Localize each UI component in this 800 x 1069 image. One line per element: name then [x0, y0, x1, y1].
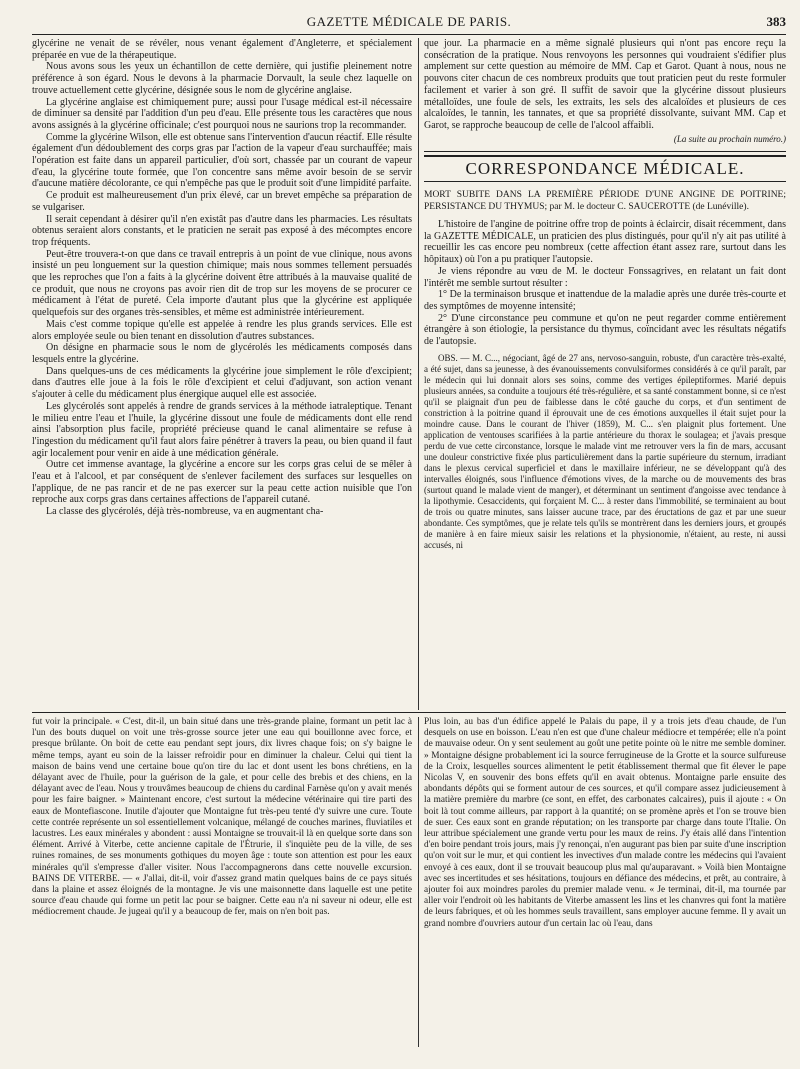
column-divider — [418, 38, 419, 710]
feuilleton-rule — [32, 712, 786, 713]
column-1 — [32, 38, 412, 705]
column-divider — [418, 717, 419, 1047]
paragraph: glycérine ne venait de se révéler, nous venant également d'Angleterre, et spécialement préparée en vue de la thérapeutique. — [32, 38, 412, 61]
paragraph: Il serait cependant à désirer qu'il n'en existât pas d'autre dans les pharmacies. Les résultats obtenus seraient alors constants, et le praticien ne serait pas exposé à des mécomptes encore trop fréquents. — [32, 213, 412, 248]
paragraph: Je viens répondre au vœu de M. le docteur Fonssagrives, en relatant un fait dont l'intérêt me semble surtout résulter : — [424, 265, 786, 289]
column-3 — [32, 717, 412, 1047]
paragraph: 1° De la terminaison brusque et inattendue de la maladie après une durée très-courte et des symptômes de moyenne intensité; — [424, 289, 786, 312]
paragraph: On désigne en pharmacie sous le nom de glycérolés les médicaments composés dans lesquels entre la glycérine. — [32, 342, 412, 365]
page-header — [32, 12, 786, 35]
paragraph: fut voir la principale. « C'est, dit-il, un bain situé dans une très-grande plaine, formant un petit lac à l'un des bouts duquel on voit une très-grosse source jeter une eau qui bouillonne avec force, et presque brûlante. On boit de cette eau pendant sept jours, dix livres chaque fois; on s'y baigne le même temps, ayant eu soin de la laisser refroidir pour en diminuer la chaleur. Celui qui tient la maison de bains vend une certaine boue qu'on tire du lac et dont usent les bons chrétiens, en la délayant avec de l'huile, pour la guérison de la gale, et pour celle des brebis et des chiens, en la délayant avec de l'eau. Nous y trouvâmes beaucoup de chiens du cardinal Farnèse qu'on y avait menés pour les faire baigner. » Maintenant encore, c'est surtout la médecine vétérinaire qui tire parti des eaux de Montefiascone. Inutile d'ajouter que Montaigne fut très-peu tenté d'y suivre une cure. Toute cette contrée représente un sol essentiellement volcanique, mélangé de couches marines, fluviatiles et lacustres. Les eaux minérales y abondent : aussi Montaigne se trouvait-il là en quelque sorte dans son élément. Arrivé à Viterbe, cette ancienne capitale de l'Étrurie, il s'inquiète peu de la ville, de ses ruines romaines, de ses monuments gothiques du moyen âge : toute son attention est pour les eaux minérales qu'il s'empresse d'aller visiter. Nous l'accompagnerons dans cette nouvelle excursion. BAINS DE VITERBE. — « J'allai, dit-il, voir d'assez grand matin quelques bains de ce pays situés dans la plaine et assez éloignés de la montagne. Je vis une maisonnette dans laquelle est une petite source d'eau chaude qui forme un petit lac pour se baigner. Cette eau n'a ni saveur ni odeur, elle est médiocrement chaude. Je jugeai qu'il y a beaucoup de fer, mais on n'en boit pas. — [32, 717, 412, 918]
column-4 — [424, 717, 786, 1047]
paragraph: La classe des glycérolés, déjà très-nombreuse, va en augmentant cha- — [46, 506, 324, 518]
continuation-note: (La suite au prochain numéro.) — [673, 133, 786, 144]
paragraph: Dans quelques-uns de ces médicaments la glycérine joue simplement le rôle d'excipient; dans d'autres elle joue à la fois le rôle d'excipient et celui d'adjuvant, son action venant s'ajouter à celle du médicament plus énergique auquel elle est associée. — [32, 365, 412, 401]
column-2 — [424, 38, 786, 705]
paragraph: Nous avons sous les yeux un échantillon de cette dernière, qui justifie pleinement notre préférence à son égard. Nous le devons à la pharmacie Dorvault, la seule chez laquelle on trouve actuellement cette glycérine, désignée sous le nom de glycérine anglaise. — [32, 61, 412, 96]
paragraph: Ce produit est malheureusement d'un prix élevé, car un brevet empêche sa préparation de se vulgariser. — [32, 190, 412, 213]
paragraph: Comme la glycérine Wilson, elle est obtenue sans l'intervention d'aucun réactif. Elle résulte également d'un dédoublement des corps gras par l'action de la vapeur d'eau surchauffée; mais l'opération est faite dans un appareil particulier, d'où sort, chassée par un courant de vapeur d'eau, la glycérine toute formée, que l'on concentre sans même avoir besoin de se servir d'aucune matière décolorante, ce qui n'empêche pas que le produit soit d'une limpidité parfaite. — [32, 131, 412, 190]
paragraph: Mais c'est comme topique qu'elle est appelée à rendre les plus grands services. Elle est alors employée seule ou bien tenant en dissolution d'autres substances. — [32, 318, 412, 342]
paragraph: Peut-être trouvera-t-on que dans ce travail entrepris à un point de vue clinique, nous avons insisté un peu longuement sur la question chimique; mais nous sommes tellement persuadés que les reproches que l'on a faits à la glycérine doivent être attribués à la mauvaise qualité de ce produit, que nous ne croyons pas avoir rien dit de trop sur les moyens de se procurer ce médicament à l'état de pureté. Cela importe d'autant plus que la glycérine est appliquée quelquefois sur des organes très-sensibles, et même est administrée intérieurement. — [32, 248, 412, 319]
section-title: CORRESPONDANCE MÉDICALE. — [424, 156, 786, 182]
paragraph: Plus loin, au bas d'un édifice appelé le Palais du pape, il y a trois jets d'eau chaude, de l'un desquels on use en boisson. L'eau n'en est que d'une chaleur médiocre et tempérée; elle n'a point de mauvaise odeur. On y sent seulement au goût une petite pointe où le nitre me semble dominer. » Montaigne désigne probablement ici la source ferrugineuse de la Grotte et la source sulfureuse de la Croix, lesquelles sources alimentent le petit établissement thermal que fit élever le pape Nicolas V, en souvenir des bons effets qu'il en avait obtenus. Montaigne parle ensuite des abondants dépôts qui se forment autour de ces sources, et qu'il compare assez judicieusement à la matière première du marbre (ce sont, en effet, des carbonates calcaires), puis il ajoute : « On boit là tout comme ailleurs, par rapport à la quantité; on se promène après et l'on se trouve bien de suer. Ces eaux sont en grande réputation; on les transporte par charge dans toute l'Italie. On leur attribue spécialement une grande vertu pour les maux de reins. J'y étais allé dans l'intention d'en boire pendant trois jours, mais j'y renonçai, n'en augurant pas bien par suite d'une inscription qu'on voit sur le mur, et qui contient les invectives d'un malade contre les médecins qui l'avaient envoyé à ces eaux, dont il se trouvait beaucoup plus mal qu'auparavant. » Voilà bien Montaigne avec ses incertitudes et ses hésitations, toujours en défiance des médecins, et prêt, au contraire, à ajouter foi aux moindres paroles du premier malade venu. « Je terminai, dit-il, ma tournée par aller voir l'endroit où les habitants de Viterbe amassent les lins et les chanvres qui font la matière de leurs fabriques, et où les hommes seuls travaillent, sans employer aucune femme. Il y avait un grand nombre d'ouvriers autour d'un certain lac où l'eau, dans — [424, 717, 786, 929]
paragraph: Les glycérolés sont appelés à rendre de grands services à la méthode iatraleptique. Tenant le milieu entre l'eau et l'huile, la glycérine dissout une foule de médicaments dont elle rend ainsi l'absorption plus facile, propriété précieuse quand le canal alimentaire se refuse à l'ingestion du médicament qu'il faut alors faire pénétrer à travers la peau, ou bien quand il faut agir localement pour venir en aide à une médication générale. — [32, 400, 412, 459]
paragraph: Outre cet immense avantage, la glycérine a encore sur les corps gras celui de se mêler à l'eau et à l'alcool, et par conséquent de s'enlever facilement des surfaces sur lesquelles on l'applique, de ne pas rancir et de ne pas exercer sur la peau cette action nuisible que l'on reproche aux corps gras dans certaines affections de l'appareil cutané. — [32, 459, 412, 506]
paragraph: La glycérine anglaise est chimiquement pure; aussi pour l'usage médical est-il nécessaire de diminuer sa densité par l'addition d'un peu d'eau. Elle présente tous les caractères que nous avons assignés à la glycérine officinale; c'est pourquoi nous ne saurions trop la recommander. — [32, 96, 412, 131]
observation-paragraph: OBS. — M. C..., négociant, âgé de 27 ans, nervoso-sanguin, robuste, d'un caractère très-exalté, a été sujet, dans sa jeunesse, à des évanouissements convulsiformes considérés à ce qu'il paraît, par le médecin qui lui donnait alors ses soins, comme des vertiges épileptiformes. Marié depuis plusieurs années, sa conduite a toujours été très-régulière, et sa santé constamment bonne, si ce n'est qu'il se plaignait d'un peu de faiblesse dans le côté gauche du corps, et d'un sentiment de constriction à la poitrine quand il éprouvait une de ces émotions auxquelles il était sujet pour la moindre cause. Dans le courant de l'hiver (1859), M. C... s'en plaignit plus fortement. Une application de ventouses scarifiées à la partie antérieure du thorax le soulagea; et j'avais presque perdu de vue cette circonstance, lorsque le malade vint me retrouver vers la fin de mars, accusant une douleur constrictive fixée plus particulièrement dans la partie supérieure du sternum, irradiant dans le plexus cervical superficiel et dans le maxillaire inférieur, ne se développant qu'à des intervalles éloignés, sous l'influence d'émotions vives, de la marche ou de mouvements des bras (surtout quand le malade vient de manger), et déterminant un sentiment d'angoisse avec tendance à la lipothymie. Cesaccidents, qui forçaient M. C... à rester dans l'immobilité, se terminaient au bout de trois ou quatre minutes, sans laisser aucune trace, par des éructations de gaz et par une sueur abondante. Ces symptômes, que je relate tels qu'ils se montrèrent dans les derniers jours, et groupés de manière à en faire mieux saisir les relations et la physionomie, n'étaient, au reste, ni aussi accusés, ni — [424, 352, 786, 550]
paragraph: 2° D'une circonstance peu commune et qu'on ne peut regarder comme entièrement étrangère à son étiologie, la persistance du thymus, coïncidant avec les résultats négatifs de l'autopsie. — [424, 312, 786, 348]
article-heading: MORT SUBITE DANS LA PREMIÈRE PÉRIODE D'UNE ANGINE DE POITRINE; PERSISTANCE DU THYMUS; par M. le docteur C. SAUCEROTTE (de Lunéville). — [424, 190, 786, 212]
page-number: 383 — [766, 14, 786, 29]
paragraph: L'histoire de l'angine de poitrine offre trop de points à éclaircir, disait récemment, dans la GAZETTE MÉDICALE, un praticien des plus distingués, pour qu'il n'y ait pas utilité à recueillir les cas encore peu nombreux (cette affection étant assez rare, surtout dans les hôpitaux) où l'on a pu pratiquer l'autopsie. — [424, 219, 786, 266]
journal-title: GAZETTE MÉDICALE DE PARIS. — [306, 14, 512, 29]
paragraph: que jour. La pharmacie en a même signalé plusieurs qui n'ont pas encore reçu la consécration de la pratique. Nous renvoyons les personnes qui voudraient s'édifier plus amplement sur cette question au mémoire de MM. Cap et Garot. Quant à nous, nous ne pouvons citer chacun de ces nombreux produits que tout praticien peut du reste formuler facilement et varier à son gré. Il suffit de savoir que la glycérine dissout plusieurs métalloïdes, une foule de sels, les extraits, les sels des alcaloïdes et plusieurs de ces alcaloïdes, le tannin, les tannates, et que sa propriété dissolvante, suivant MM. Cap et Garot, se rapproche beaucoup de celle de l'alcool affaibli. — [424, 38, 786, 131]
